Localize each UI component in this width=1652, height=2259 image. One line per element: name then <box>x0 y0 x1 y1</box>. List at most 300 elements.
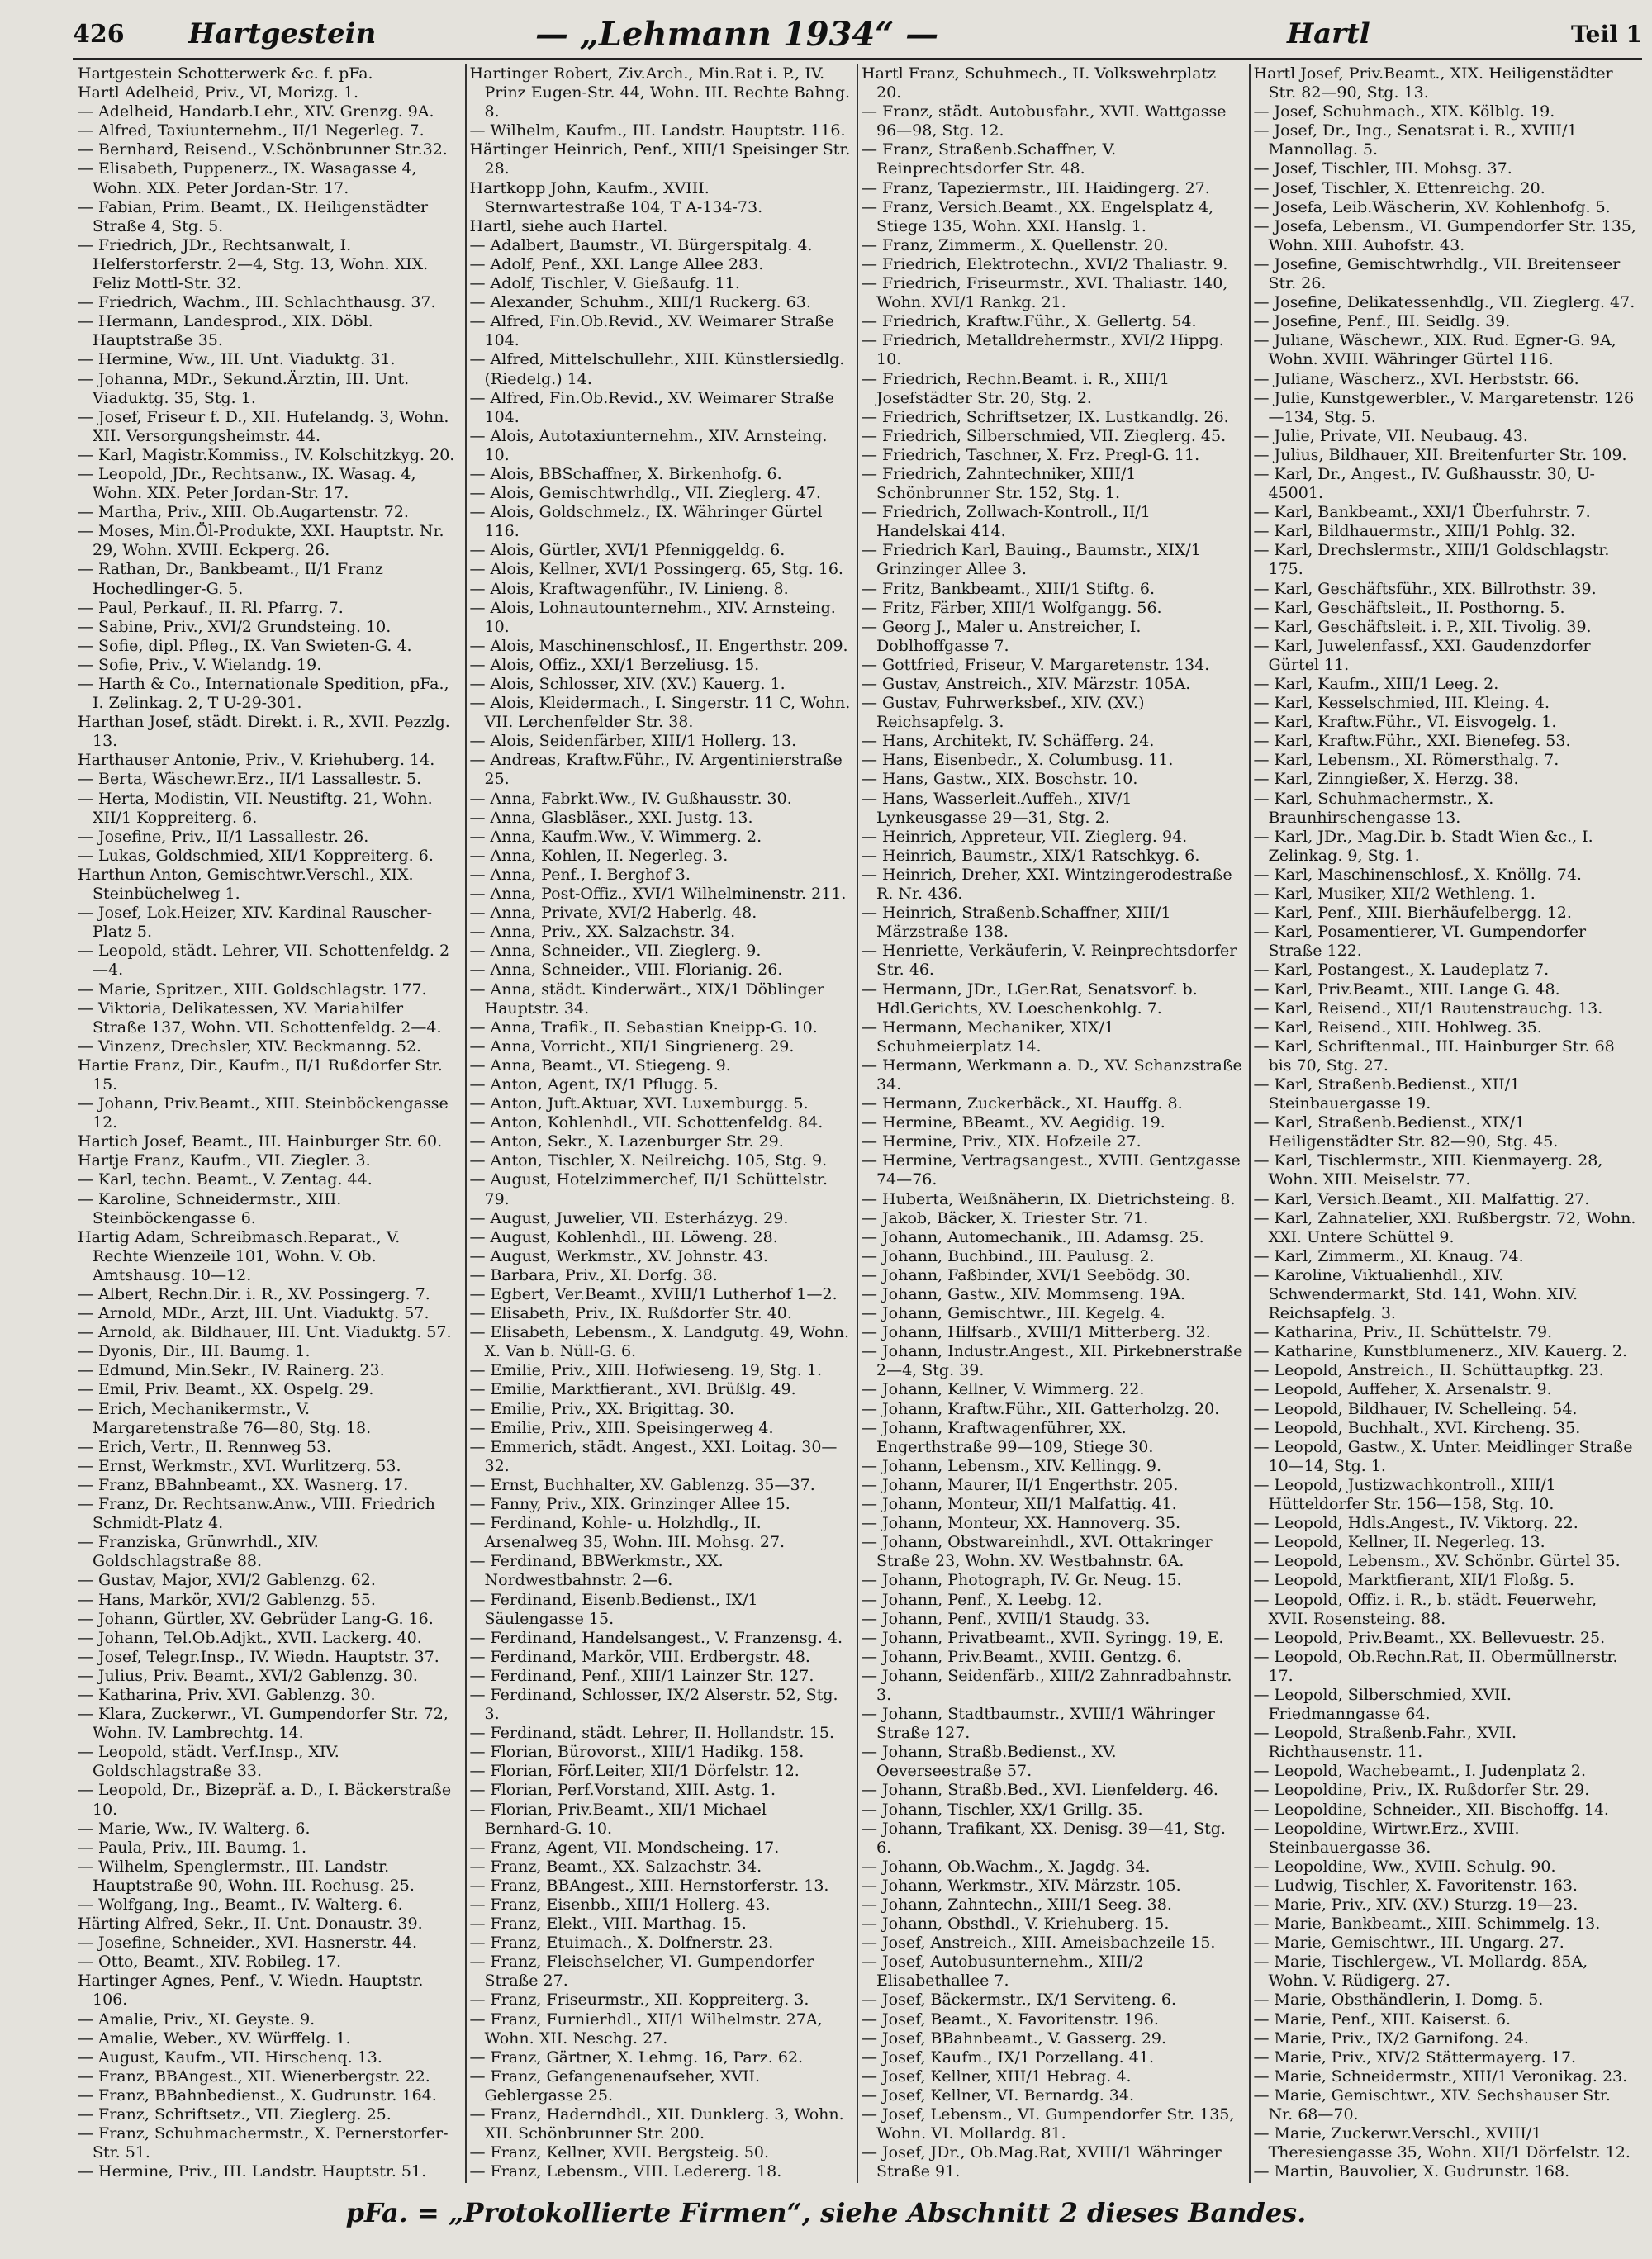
directory-entry: — Sabine, Priv., XVI/2 Grundsteing. 10. <box>78 617 392 636</box>
directory-entry: — Josefine, Delikatessenhdlg., VII. Zieglerg. 47. <box>1253 293 1635 312</box>
directory-entry: — Johann, Priv.Beamt., XVIII. Gentzg. 6. <box>862 1647 1182 1666</box>
directory-entry: — Friedrich, Elektrotechn., XVI/2 Thaliastr. 9. <box>862 254 1228 273</box>
directory-entry: Hartinger Agnes, Penf., V. Wiedn. Hauptstr. 106. <box>78 1972 424 2010</box>
directory-entry: — Moses, Min.Öl-Produkte, XXI. Hauptstr. Nr. 29, Wohn. XVIII. Eckperg. 26. <box>78 522 444 560</box>
directory-entry: — Josef, Lebensm., VI. Gumpendorfer Str. 135, Wohn. VI. Mollardg. 81. <box>862 2105 1235 2143</box>
directory-entry: — Marie, Priv., XIV. (XV.) Sturzg. 19—23. <box>1253 1896 1578 1914</box>
directory-entry: — Anna, Beamt., VI. Stiegeng. 9. <box>469 1056 731 1075</box>
directory-entry: — Emilie, Priv., XIII. Hofwieseng. 19, Stg. 1. <box>469 1361 823 1380</box>
directory-entry: — Franz, Straßenb.Schaffner, V. Reinprechtsdorfer Str. 48. <box>862 140 1117 178</box>
directory-entry: — Julie, Kunstgewerbler., V. Margaretenstr. 126—134, Stg. 5. <box>1253 388 1635 426</box>
directory-entry: — Amalie, Priv., XI. Geyste. 9. <box>78 2010 316 2029</box>
directory-entry: — Johann, Zahntechn., XIII/1 Seeg. 38. <box>862 1896 1172 1914</box>
directory-entry: — Johann, Monteur, XII/1 Malfattig. 41. <box>862 1495 1177 1514</box>
directory-entry: Hartkopp John, Kaufm., XVIII. Sternwartestraße 104, T A-134-73. <box>469 178 763 216</box>
directory-entry: — Erich, Vertr., II. Rennweg 53. <box>78 1437 332 1456</box>
directory-entry: Hartgestein Schotterwerk &c. f. pFa. <box>78 64 373 83</box>
directory-entry: — Johann, Stadtbaumstr., XVIII/1 Währinger Straße 127. <box>862 1705 1215 1743</box>
directory-entry: — Alfred, Fin.Ob.Revid., XV. Weimarer Straße 104. <box>469 388 834 426</box>
directory-entry: — Friedrich, Wachm., III. Schlachthausg. 37. <box>78 293 436 312</box>
directory-entry: — Dyonis, Dir., III. Baumg. 1. <box>78 1342 311 1361</box>
directory-entry: — Adelheid, Handarb.Lehr., XIV. Grenzg. 9A. <box>78 102 434 121</box>
directory-entry: — Emilie, Priv., XX. Brigittag. 30. <box>469 1399 735 1418</box>
directory-entry: — Ferdinand, städt. Lehrer, II. Hollandstr. 15. <box>469 1724 835 1743</box>
directory-entry <box>862 2181 1244 2183</box>
directory-entry: — Franz, städt. Autobusfahr., XVII. Wattgasse 96—98, Stg. 12. <box>862 102 1227 140</box>
directory-entry: — Bernhard, Reisend., V.Schönbrunner Str.32. <box>78 140 448 159</box>
directory-entry: — Heinrich, Baumstr., XIX/1 Ratschkyg. 6. <box>862 846 1200 865</box>
directory-entry: — Franz, Furnierhdl., XII/1 Wilhelmstr. 27A, Wohn. XII. Neschg. 27. <box>469 2010 823 2048</box>
directory-entry: — Karl, Schriftenmal., III. Hainburger Str. 68 bis 70, Stg. 27. <box>1253 1037 1615 1075</box>
directory-entry: — Harth & Co., Internationale Spedition, pFa., I. Zelinkag. 2, T U-29-301. <box>78 675 449 713</box>
directory-entry: — Herta, Modistin, VII. Neustiftg. 21, Wohn. XII/1 Koppreiterg. 6. <box>78 789 433 827</box>
directory-entry: — Karl, Zahnatelier, XXI. Rußbergstr. 72, Wohn. XXI. Untere Schüttel 9. <box>1253 1208 1636 1246</box>
directory-entry: — Anna, Schneider., VIII. Florianig. 26. <box>469 961 783 980</box>
directory-entry: — Josef, Kaufm., IX/1 Porzellang. 41. <box>862 2048 1154 2067</box>
right-keyword: Hartl <box>1287 17 1370 50</box>
directory-entry: — Juliane, Wäschewr., XIX. Rud. Egner-G. 9A, Wohn. XVIII. Währinger Gürtel 116. <box>1253 331 1616 369</box>
directory-entry: — Viktoria, Delikatessen, XV. Mariahilfer Straße 137, Wohn. VII. Schottenfeldg. 2—4. <box>78 999 442 1037</box>
directory-entry: — August, Hotelzimmerchef, II/1 Schüttelstr. 79. <box>469 1170 828 1208</box>
directory-entry: — Alois, Offiz., XXI/1 Berzeliusg. 15. <box>469 655 760 674</box>
directory-entry: — Anna, städt. Kinderwärt., XIX/1 Döblinger Hauptstr. 34. <box>469 980 824 1018</box>
directory-entry: — Johann, Ob.Wachm., X. Jagdg. 34. <box>862 1857 1151 1876</box>
directory-entry: — Karl, Versich.Beamt., XII. Malfattig. 27. <box>1253 1189 1590 1208</box>
directory-entry: — Leopold, Anstreich., II. Schüttaupfkg. 23. <box>1253 1361 1604 1380</box>
directory-entry <box>78 2181 460 2183</box>
directory-entry: — Johann, Werkmstr., XIV. Märzstr. 105. <box>862 1876 1181 1895</box>
directory-entry: — Alfred, Mittelschullehr., XIII. Künstlersiedlg. (Riedelg.) 14. <box>469 350 845 388</box>
directory-entry: — Florian, Priv.Beamt., XII/1 Michael Bernhard-G. 10. <box>469 1800 767 1838</box>
directory-entry: — Anna, Kohlen, II. Negerleg. 3. <box>469 846 729 865</box>
directory-entry: — Friedrich, Zollwach-Kontroll., II/1 Handelskai 414. <box>862 503 1151 541</box>
directory-entry: — Leopold, Gastw., X. Unter. Meidlinger Straße 10—14, Stg. 1. <box>1253 1437 1633 1475</box>
directory-entry: — Anna, Schneider., VII. Zieglerg. 9. <box>469 942 762 961</box>
directory-entry: — Leopoldine, Schneider., XII. Bischoffg. 14. <box>1253 1800 1609 1819</box>
directory-entry: — Leopold, Offiz. i. R., b. städt. Feuerwehr, XVII. Rosensteing. 88. <box>1253 1590 1597 1628</box>
directory-entry: — Leopold, Marktfierant, XII/1 Floßg. 5. <box>1253 1571 1574 1590</box>
directory-entry: — Alexander, Schuhm., XIII/1 Ruckerg. 63. <box>469 293 811 312</box>
directory-entry: — Franz, Gefangenenaufseher, XVII. Geblergasse 25. <box>469 2067 761 2105</box>
directory-entry: — Hans, Wasserleit.Auffeh., XIV/1 Lynkeusgasse 29—31, Stg. 2. <box>862 789 1132 827</box>
directory-entry: — Johann, Kellner, V. Wimmerg. 22. <box>862 1380 1145 1399</box>
column-4 <box>1251 64 1643 2183</box>
directory-entry: — Karoline, Schneidermstr., XIII. Steinböckengasse 6. <box>78 1189 342 1227</box>
directory-entry: — Heinrich, Straßenb.Schaffner, XIII/1 Märzstraße 138. <box>862 904 1171 942</box>
directory-entry: — Leopoldine, Ww., XVIII. Schulg. 90. <box>1253 1857 1556 1876</box>
directory-entry: — Ferdinand, Handelsangest., V. Franzensg. 4. <box>469 1628 843 1647</box>
directory-entry: — Franz, Beamt., XX. Salzachstr. 34. <box>469 1857 762 1876</box>
directory-entry: — Johanna, MDr., Sekund.Ärztin, III. Unt. Viaduktg. 35, Stg. 1. <box>78 369 410 407</box>
directory-entry: Härting Alfred, Sekr., II. Unt. Donaustr. 39. <box>78 1915 423 1934</box>
directory-entry: — Adolf, Penf., XXI. Lange Allee 283. <box>469 254 764 273</box>
directory-entry: — Johann, Photograph, IV. Gr. Neug. 15. <box>862 1571 1182 1590</box>
directory-entry: — Johann, Straßb.Bed., XVI. Lienfelderg. 46. <box>862 1781 1218 1800</box>
footer-note: pFa. = „Protokollierte Firmen“, siehe Abschnitt 2 dieses Bandes. <box>345 2197 1307 2228</box>
directory-entry: — Anna, Penf., I. Berghof 3. <box>469 865 691 884</box>
directory-entry: — Ferdinand, BBWerkmstr., XX. Nordwestbahnstr. 2—6. <box>469 1552 724 1590</box>
directory-entry: — August, Juwelier, VII. Esterházyg. 29. <box>469 1208 789 1227</box>
directory-entry: — Karl, Kraftw.Führ., XXI. Bienefeg. 53. <box>1253 732 1571 751</box>
directory-entry: — Leopold, Ob.Rechn.Rat, II. Obermüllnerstr. 17. <box>1253 1647 1618 1685</box>
directory-entry: — Ludwig, Tischler, X. Favoritenstr. 163. <box>1253 1876 1578 1895</box>
directory-entry: — Alfred, Fin.Ob.Revid., XV. Weimarer Straße 104. <box>469 312 834 350</box>
directory-entry: — Alois, Gürtler, XVI/1 Pfenniggeldg. 6. <box>469 541 786 560</box>
directory-entry: — Josef, Kellner, VI. Bernardg. 34. <box>862 2086 1135 2105</box>
directory-entry: — Emilie, Marktfierant., XVI. Brüßlg. 49. <box>469 1380 796 1399</box>
directory-entry: — Karl, Dr., Angest., IV. Gußhausstr. 30, U-45001. <box>1253 464 1595 503</box>
directory-entry: — Johann, Penf., X. Leebg. 12. <box>862 1590 1103 1609</box>
directory-entry: — Hans, Architekt, IV. Schäfferg. 24. <box>862 732 1155 751</box>
directory-entry: Harthauser Antonie, Priv., V. Kriehuberg. 14. <box>78 751 435 770</box>
directory-entry: — Friedrich, JDr., Rechtsanwalt, I. Helferstorferstr. 2—4, Stg. 13, Wohn. XIX. Feliz Mottl-Str. 32. <box>78 235 429 293</box>
directory-entry: — Johann, Obstwareinhdl., XVI. Ottakringer Straße 23, Wohn. XV. Westbahnstr. 6A. <box>862 1533 1213 1571</box>
directory-entry: — Franz, Agent, VII. Mondscheing. 17. <box>469 1838 780 1857</box>
directory-entry: — Gottfried, Friseur, V. Margaretenstr. 134. <box>862 655 1210 674</box>
directory-entry: — Josef, Schuhmach., XIX. Kölblg. 19. <box>1253 102 1555 121</box>
directory-entry: — Alfred, Taxiunternehm., II/1 Negerleg. 7. <box>78 121 425 140</box>
directory-entry: — Hermine, Vertragsangest., XVIII. Gentzgasse 74—76. <box>862 1151 1241 1189</box>
directory-entry: — Hermann, Mechaniker, XIX/1 Schuhmeierplatz 14. <box>862 1018 1114 1056</box>
directory-entry: — Katharine, Kunstblumenerz., XIV. Kauerg. 2. <box>1253 1342 1628 1361</box>
directory-entry: — Marie, Gemischtwr., XIV. Sechshauser Str. Nr. 68—70. <box>1253 2086 1611 2124</box>
directory-entry: — Karl, Postangest., X. Laudeplatz 7. <box>1253 961 1550 980</box>
directory-entry: — Anna, Glasbläser., XXI. Justg. 13. <box>469 808 753 827</box>
directory-entry: — Gustav, Anstreich., XIV. Märzstr. 105A. <box>862 675 1191 693</box>
directory-entry: Hartje Franz, Kaufm., VII. Ziegler. 3. <box>78 1151 371 1170</box>
directory-entry: — Elisabeth, Lebensm., X. Landgutg. 49, Wohn. X. Van b. Nüll-G. 6. <box>469 1323 850 1361</box>
directory-entry: — Franz, Fleischselcher, VI. Gumpendorfer Straße 27. <box>469 1953 814 1991</box>
directory-entry: — Johann, Maurer, II/1 Engerthstr. 205. <box>862 1475 1179 1494</box>
directory-entry: — Friedrich, Metalldrehermstr., XVI/2 Hippg. 10. <box>862 331 1224 369</box>
directory-entry: — Wolfgang, Ing., Beamt., IV. Walterg. 6. <box>78 1896 403 1914</box>
directory-entry: — Leopold, Auffeher, X. Arsenalstr. 9. <box>1253 1380 1552 1399</box>
directory-entry: Hartie Franz, Dir., Kaufm., II/1 Rußdorfer Str. 15. <box>78 1056 443 1094</box>
directory-entry: — Karl, Straßenb.Bedienst., XIX/1 Heiligenstädter Str. 82—90, Stg. 45. <box>1253 1113 1559 1151</box>
directory-entry: — Franz, Gärtner, X. Lehmg. 16, Parz. 62. <box>469 2048 804 2067</box>
directory-entry: — Friedrich, Rechn.Beamt. i. R., XIII/1 Josefstädter Str. 20, Stg. 2. <box>862 369 1170 407</box>
directory-entry: — Johann, Penf., XVIII/1 Staudg. 33. <box>862 1609 1151 1628</box>
directory-entry: — Karl, Reisend., XII/1 Rautenstrauchg. 13. <box>1253 999 1603 1018</box>
directory-entry: — Huberta, Weißnäherin, IX. Dietrichsteing. 8. <box>862 1189 1236 1208</box>
directory-entry: — Karl, Geschäftsleit. i. P., XII. Tivolig. 39. <box>1253 617 1592 636</box>
directory-entry: — Franz, Elekt., VIII. Marthag. 15. <box>469 1915 747 1934</box>
directory-entry: — Elisabeth, Puppenerz., IX. Wasagasse 4, Wohn. XIX. Peter Jordan-Str. 17. <box>78 159 417 197</box>
directory-entry: — Friedrich, Kraftw.Führ., X. Gellertg. 54. <box>862 312 1197 331</box>
directory-entry: — Alois, Kraftwagenführ., IV. Linieng. 8. <box>469 579 789 598</box>
directory-entry: — Ferdinand, Eisenb.Bedienst., IX/1 Säulengasse 15. <box>469 1590 758 1628</box>
directory-entry: — Josef, Anstreich., XIII. Ameisbachzeile 15. <box>862 1934 1216 1953</box>
directory-entry: — Julius, Bildhauer, XII. Breitenfurter Str. 109. <box>1253 445 1627 464</box>
directory-entry: — Johann, Faßbinder, XVI/1 Seebödg. 30. <box>862 1265 1191 1284</box>
directory-entry: — Alois, Gemischtwrhdlg., VII. Zieglerg. 47. <box>469 484 821 503</box>
directory-entry: — Karl, Penf., XIII. Bierhäufelbergg. 12. <box>1253 904 1572 923</box>
directory-entry: — Alois, Maschinenschlosf., II. Engerthstr. 209. <box>469 636 848 655</box>
directory-entry: — Josefa, Leib.Wäscherin, XV. Kohlenhofg. 5. <box>1253 197 1611 216</box>
directory-entry: — Alois, Seidenfärber, XIII/1 Hollerg. 13. <box>469 732 797 751</box>
directory-entry: — Alois, Goldschmelz., IX. Währinger Gürtel 116. <box>469 503 823 541</box>
directory-entry: — Ferdinand, Kohle- u. Holzhdlg., II. Arsenalweg 35, Wohn. III. Mohsg. 27. <box>469 1514 786 1552</box>
directory-entry: — Karl, Juwelenfassf., XXI. Gaudenzdorfer Gürtel 11. <box>1253 636 1591 674</box>
directory-entry: Harthun Anton, Gemischtwr.Verschl., XIX. Steinbüchelweg 1. <box>78 865 414 904</box>
directory-entry: — Karoline, Viktualienhdl., XIV. Schwendermarkt, Std. 141, Wohn. XIV. Reichsapfelg. 3. <box>1253 1265 1578 1323</box>
directory-entry: — Leopold, städt. Verf.Insp., XIV. Goldschlagstraße 33. <box>78 1743 339 1781</box>
directory-entry: — Josef, Beamt., X. Favoritenstr. 196. <box>862 2010 1159 2029</box>
directory-entry: — Alois, Lohnautounternehm., XIV. Arnsteing. 10. <box>469 598 836 636</box>
directory-entry: — Amalie, Weber., XV. Würffelg. 1. <box>78 2029 351 2048</box>
directory-entry: Hartig Adam, Schreibmasch.Reparat., V. Rechte Wienzeile 101, Wohn. V. Ob. Amtshausg. 10—12. <box>78 1227 401 1284</box>
directory-entry: — Hans, Markör, XVI/2 Gablenzg. 55. <box>78 1590 376 1609</box>
directory-entry: — Fanny, Priv., XIX. Grinzinger Allee 15. <box>469 1495 790 1514</box>
directory-entry: — Franz, Schuhmachermstr., X. Pernerstorfer-Str. 51. <box>78 2124 449 2162</box>
directory-entry: — Hermann, Landesprod., XIX. Döbl. Hauptstraße 35. <box>78 312 373 350</box>
directory-entry: — Franziska, Grünwrhdl., XIV. Goldschlagstraße 88. <box>78 1533 319 1571</box>
directory-entry: — Wilhelm, Kaufm., III. Landstr. Hauptstr. 116. <box>469 121 846 140</box>
directory-entry: — Anton, Sekr., X. Lazenburger Str. 29. <box>469 1132 784 1151</box>
directory-entry: — Leopold, Kellner, II. Negerleg. 13. <box>1253 1533 1545 1552</box>
directory-entry: — Ernst, Buchhalter, XV. Gablenzg. 35—37. <box>469 1475 815 1494</box>
directory-entry: — Josef, Tischler, X. Ettenreichg. 20. <box>1253 178 1545 197</box>
directory-entry: — Leopold, Buchhalt., XVI. Kircheng. 35. <box>1253 1418 1581 1437</box>
directory-entry: — Karl, Kesselschmied, III. Kleing. 4. <box>1253 694 1550 713</box>
directory-entry: — Johann, Gastw., XIV. Mommseng. 19A. <box>862 1285 1186 1303</box>
directory-entry: — Friedrich, Zahntechniker, XIII/1 Schönbrunner Str. 152, Stg. 1. <box>862 464 1137 503</box>
directory-entry: — Leopold, Lebensm., XV. Schönbr. Gürtel 35. <box>1253 1552 1621 1571</box>
directory-entry: — Marie, Tischlergew., VI. Mollardg. 85A, Wohn. V. Rüdigerg. 27. <box>1253 1953 1588 1991</box>
directory-entry: — Adolf, Tischler, V. Gießaufg. 11. <box>469 274 740 293</box>
directory-entry: — Anton, Kohlenhdl., VII. Schottenfeldg. 84. <box>469 1113 824 1132</box>
directory-entry: — Johann, Gürtler, XV. Gebrüder Lang-G. 16. <box>78 1609 434 1628</box>
directory-entry: — Karl, Geschäftsführ., XIX. Billrothstr. 39. <box>1253 579 1597 598</box>
directory-entry: — Johann, Hilfsarb., XVIII/1 Mitterberg. 32. <box>862 1323 1211 1342</box>
directory-entry: — Fabian, Prim. Beamt., IX. Heiligenstädter Straße 4, Stg. 5. <box>78 197 429 235</box>
directory-entry: — Josef, Tischler, III. Mohsg. 37. <box>1253 159 1512 178</box>
directory-entry: — Johann, Tel.Ob.Adjkt., XVII. Lackerg. 40. <box>78 1628 422 1647</box>
directory-entry: — Franz, BBAngest., XII. Wienerbergstr. 22. <box>78 2067 430 2086</box>
directory-entry: — Johann, Industr.Angest., XII. Pirkebnerstraße 2—4, Stg. 39. <box>862 1342 1243 1380</box>
directory-entry: — Leopold, Straßenb.Fahr., XVII. Richthausenstr. 11. <box>1253 1724 1517 1762</box>
directory-entry: — Alois, Schlosser, XIV. (XV.) Kauerg. 1. <box>469 675 786 693</box>
directory-entry: — Andreas, Kraftw.Führ., IV. Argentinierstraße 25. <box>469 751 843 789</box>
directory-entry: — Johann, Tischler, XX/1 Grillg. 35. <box>862 1800 1143 1819</box>
directory-entry: Hartl, siehe auch Hartel. <box>469 216 668 235</box>
directory-entry: — Karl, Zimmerm., XI. Knaug. 74. <box>1253 1246 1524 1265</box>
directory-entry: — Friedrich, Taschner, X. Frz. Pregl-G. 11. <box>862 445 1200 464</box>
directory-entry: — Florian, Perf.Vorstand, XIII. Astg. 1. <box>469 1781 776 1800</box>
directory-entry: — Leopold, JDr., Rechtsanw., IX. Wasag. 4, Wohn. XIX. Peter Jordan-Str. 17. <box>78 464 416 503</box>
directory-entry: — Adalbert, Baumstr., VI. Bürgerspitalg. 4. <box>469 235 813 254</box>
directory-entry: — Karl, Tischlermstr., XIII. Kienmayerg. 28, Wohn. XIII. Meiselstr. 77. <box>1253 1151 1603 1189</box>
directory-entry: — Hermann, Zuckerbäck., XI. Hauffg. 8. <box>862 1094 1183 1113</box>
directory-entry: — Karl, Schuhmachermstr., X. Braunhirschengasse 13. <box>1253 789 1494 827</box>
directory-entry: — Jakob, Bäcker, X. Triester Str. 71. <box>862 1208 1149 1227</box>
directory-entry <box>470 2181 852 2183</box>
directory-entry: — Josef, Bäckermstr., IX/1 Serviteng. 6. <box>862 1991 1177 2010</box>
directory-entry: — Karl, Priv.Beamt., XIII. Lange G. 48. <box>1253 980 1560 999</box>
directory-entry: — Leopold, Dr., Bizepräf. a. D., I. Bäckerstraße 10. <box>78 1781 452 1819</box>
directory-entry: — Marie, Schneidermstr., XIII/1 Veronikag. 23. <box>1253 2067 1628 2086</box>
directory-entry: — Gustav, Major, XVI/2 Gablenzg. 62. <box>78 1571 376 1590</box>
directory-entry: — Marie, Obsthändlerin, I. Domg. 5. <box>1253 1991 1544 2010</box>
directory-entry: — Fritz, Färber, XIII/1 Wolfgangg. 56. <box>862 598 1162 617</box>
directory-entry: — Karl, Magistr.Kommiss., IV. Kolschitzkyg. 20. <box>78 445 455 464</box>
directory-entry: — Josefine, Penf., III. Seidlg. 39. <box>1253 312 1511 331</box>
directory-entry: Hartl Franz, Schuhmech., II. Volkswehrplatz 20. <box>862 64 1217 102</box>
directory-entry: — Friedrich, Silberschmied, VII. Zieglerg. 45. <box>862 426 1227 445</box>
directory-entry: — Emmerich, städt. Angest., XXI. Loitag. 30—32. <box>469 1437 838 1475</box>
directory-entry: — Katharina, Priv. XVI. Gablenzg. 30. <box>78 1685 376 1704</box>
directory-entry: — Julie, Private, VII. Neubaug. 43. <box>1253 426 1528 445</box>
directory-entry: — Karl, techn. Beamt., V. Zentag. 44. <box>78 1170 373 1189</box>
page-title: — „Lehmann 1934“ — <box>535 14 939 54</box>
directory-entry: — August, Werkmstr., XV. Johnstr. 43. <box>469 1246 768 1265</box>
directory-entry: — Anna, Trafik., II. Sebastian Kneipp-G. 10. <box>469 1018 818 1037</box>
directory-entry: — Anton, Tischler, X. Neilreichg. 105, Stg. 9. <box>469 1151 828 1170</box>
directory-entry: — Josef, Telegr.Insp., IV. Wiedn. Hauptstr. 37. <box>78 1647 439 1666</box>
directory-entry: — Egbert, Ver.Beamt., XVIII/1 Lutherhof 1—2. <box>469 1285 838 1303</box>
directory-entry: Harthan Josef, städt. Direkt. i. R., XVII. Pezzlg. 13. <box>78 713 450 751</box>
directory-entry: — Karl, Straßenb.Bedienst., XII/1 Steinbauergasse 19. <box>1253 1075 1521 1113</box>
directory-entry: — Johann, Obsthdl., V. Kriehuberg. 15. <box>862 1915 1170 1934</box>
directory-entry: — Josefine, Priv., II/1 Lassallestr. 26. <box>78 827 369 846</box>
directory-entry: — Rathan, Dr., Bankbeamt., II/1 Franz Hochedlinger-G. 5. <box>78 560 383 598</box>
directory-entry: — Elisabeth, Priv., IX. Rußdorfer Str. 40. <box>469 1304 792 1323</box>
directory-entry: — Vinzenz, Drechsler, XIV. Beckmanng. 52. <box>78 1037 422 1056</box>
directory-entry: — Marie, Priv., XIV/2 Stättermayerg. 17. <box>1253 2048 1577 2067</box>
directory-entry: — Josef, Lok.Heizer, XIV. Kardinal Rauscher-Platz 5. <box>78 904 433 942</box>
directory-entry: — Georg J., Maler u. Anstreicher, I. Doblhoffgasse 7. <box>862 617 1142 655</box>
directory-entry: — Hermann, JDr., LGer.Rat, Senatsvorf. b. Hdl.Gerichts, XV. Loeschenkohlg. 7. <box>862 980 1198 1018</box>
directory-entry: — Josef, Friseur f. D., XII. Hufelandg. 3, Wohn. XII. Versorgungsheimstr. 44. <box>78 407 449 445</box>
directory-entry: — Johann, Straßb.Bedienst., XV. Oeverseestraße 57. <box>862 1743 1117 1781</box>
directory-entry: — Johann, Kraftw.Führ., XII. Gatterholzg. 20. <box>862 1399 1220 1418</box>
directory-entry: — Franz, Zimmerm., X. Quellenstr. 20. <box>862 235 1169 254</box>
directory-entry: — Henriette, Verkäuferin, V. Reinprechtsdorfer Str. 46. <box>862 942 1237 980</box>
directory-entry: — Anton, Agent, IX/1 Pflugg. 5. <box>469 1075 719 1094</box>
column-2 <box>467 64 859 2183</box>
directory-entry: — Leopoldine, Wirtwr.Erz., XVIII. Steinbauergasse 36. <box>1253 1819 1520 1857</box>
directory-entry: — Hermann, Werkmann a. D., XV. Schanzstraße 34. <box>862 1056 1242 1094</box>
directory-entry: — Franz, BBahnbedienst., X. Gudrunstr. 164. <box>78 2086 437 2105</box>
directory-entry: — Josef, Dr., Ing., Senatsrat i. R., XVIII/1 Mannollag. 5. <box>1253 121 1578 159</box>
directory-entry: — Franz, Schriftsetz., VII. Zieglerg. 25. <box>78 2105 392 2124</box>
directory-entry: — Ferdinand, Penf., XIII/1 Lainzer Str. 127. <box>469 1666 814 1685</box>
directory-entry: — Anna, Post-Offiz., XVI/1 Wilhelminenstr. 211. <box>469 885 847 904</box>
directory-entry: — Leopold, Justizwachkontroll., XIII/1 Hütteldorfer Str. 156—158, Stg. 10. <box>1253 1475 1556 1514</box>
directory-entry: — Lukas, Goldschmied, XII/1 Koppreiterg. 6. <box>78 846 434 865</box>
directory-entry: — Hermine, Ww., III. Unt. Viaduktg. 31. <box>78 350 396 369</box>
directory-entry: — Karl, Musiker, XII/2 Wethleng. 1. <box>1253 885 1536 904</box>
directory-entry: — Paul, Perkauf., II. Rl. Pfarrg. 7. <box>78 598 344 617</box>
directory-entry: — Franz, Kellner, XVII. Bergsteig. 50. <box>469 2143 770 2162</box>
directory-entry: — Johann, Buchbind., III. Paulusg. 2. <box>862 1246 1155 1265</box>
page-header <box>73 13 1642 55</box>
directory-entry: — Josef, JDr., Ob.Mag.Rat, XVIII/1 Währinger Straße 91. <box>862 2143 1222 2181</box>
directory-entry: — Josef, BBahnbeamt., V. Gasserg. 29. <box>862 2029 1167 2048</box>
directory-entry: Hartinger Robert, Ziv.Arch., Min.Rat i. P., IV. Prinz Eugen-Str. 44, Wohn. III. Rechte Bahng. 8. <box>469 64 851 121</box>
directory-entry: — Fritz, Bankbeamt., XIII/1 Stiftg. 6. <box>862 579 1155 598</box>
directory-entry: — Franz, Etuimach., X. Dolfnerstr. 23. <box>469 1934 774 1953</box>
directory-entry: — Klara, Zuckerwr., VI. Gumpendorfer Str. 72, Wohn. IV. Lambrechtg. 14. <box>78 1705 449 1743</box>
directory-entry: — Hans, Gastw., XIX. Boschstr. 10. <box>862 770 1138 789</box>
directory-entry: — Heinrich, Appreteur, VII. Zieglerg. 94. <box>862 827 1188 846</box>
directory-entry: — Franz, Friseurmstr., XII. Koppreiterg. 3. <box>469 1991 809 2010</box>
directory-entry: — Hans, Eisenbedr., X. Columbusg. 11. <box>862 751 1174 770</box>
directory-entry: — Anna, Priv., XX. Salzachstr. 34. <box>469 923 736 942</box>
directory-entry: — Franz, Haderndhdl., XII. Dunklerg. 3, Wohn. XII. Schönbrunner Str. 200. <box>469 2105 844 2143</box>
directory-entry: — Katharina, Priv., II. Schüttelstr. 79. <box>1253 1323 1553 1342</box>
directory-entry: — Sofie, Priv., V. Wielandg. 19. <box>78 655 322 674</box>
directory-entry: — Johann, Monteur, XX. Hannoverg. 35. <box>862 1514 1180 1533</box>
directory-entry: — Johann, Automechanik., III. Adamsg. 25. <box>862 1227 1204 1246</box>
directory-entry: — Leopold, Bildhauer, IV. Schelleing. 54. <box>1253 1399 1578 1418</box>
directory-entry: — August, Kohlenhdl., III. Löweng. 28. <box>469 1227 778 1246</box>
directory-entry: — Franz, Lebensm., VIII. Ledererg. 18. <box>469 2162 782 2181</box>
directory-entry: — Martin, Bauvolier, X. Gudrunstr. 168. <box>1253 2162 1570 2181</box>
directory-entry: — Emilie, Priv., XIII. Speisingerweg 4. <box>469 1418 774 1437</box>
directory-entry: — Leopold, Wachebeamt., I. Judenplatz 2. <box>1253 1762 1587 1781</box>
directory-entry: — Franz, BBAngest., XIII. Hernstorferstr. 13. <box>469 1876 829 1895</box>
directory-entry: — Johann, Priv.Beamt., XIII. Steinböckengasse 12. <box>78 1094 449 1132</box>
page-number: 426 <box>73 19 125 49</box>
directory-entry: — Marie, Priv., IX/2 Garnifong. 24. <box>1253 2029 1529 2048</box>
directory-entry: — Karl, Posamentierer, VI. Gumpendorfer Straße 122. <box>1253 923 1587 961</box>
directory-entry: — Friedrich, Friseurmstr., XVI. Thaliastr. 140, Wohn. XVI/1 Rankg. 21. <box>862 274 1228 312</box>
left-keyword: Hartgestein <box>188 17 377 50</box>
directory-entry: Hartich Josef, Beamt., III. Hainburger Str. 60. <box>78 1132 443 1151</box>
directory-entry: — Marie, Penf., XIII. Kaiserst. 6. <box>1253 2010 1512 2029</box>
directory-entry: — Arnold, ak. Bildhauer, III. Unt. Viaduktg. 57. <box>78 1323 452 1342</box>
directory-entry: — Franz, Eisenbb., XIII/1 Hollerg. 43. <box>469 1896 771 1914</box>
directory-entry: — Karl, Geschäftsleit., II. Posthorng. 5. <box>1253 598 1565 617</box>
directory-entry: — Leopoldine, Priv., IX. Rußdorfer Str. 29. <box>1253 1781 1590 1800</box>
directory-entry: — Anton, Juft.Aktuar, XVI. Luxemburgg. 5. <box>469 1094 809 1113</box>
directory-entry: — Anna, Vorricht., XII/1 Singrienerg. 29. <box>469 1037 795 1056</box>
directory-entry: — Leopold, Priv.Beamt., XX. Bellevuestr. 25. <box>1253 1628 1606 1647</box>
directory-entry: — Karl, Reisend., XIII. Hohlweg. 35. <box>1253 1018 1542 1037</box>
directory-entry: — Leopold, städt. Lehrer, VII. Schottenfeldg. 2—4. <box>78 942 450 980</box>
directory-entry: — Josefine, Gemischtwrhdlg., VII. Breitenseer Str. 26. <box>1253 254 1621 293</box>
directory-entry: — Franz, Dr. Rechtsanw.Anw., VIII. Friedrich Schmidt-Platz 4. <box>78 1495 435 1533</box>
directory-entry: — Karl, Kraftw.Führ., VI. Eisvogelg. 1. <box>1253 713 1557 732</box>
directory-entry: — Albert, Rechn.Dir. i. R., XV. Possingerg. 7. <box>78 1285 430 1303</box>
directory-entry: — Anna, Fabrkt.Ww., IV. Gußhausstr. 30. <box>469 789 792 808</box>
directory-entry: — Julius, Priv. Beamt., XVI/2 Gablenzg. 30. <box>78 1666 418 1685</box>
directory-entry: — Johann, Kraftwagenführer, XX. Engerthstraße 99—109, Stiege 30. <box>862 1418 1154 1456</box>
directory-entry: — Sofie, dipl. Pfleg., IX. Van Swieten-G. 4. <box>78 636 412 655</box>
directory-entry: Härtinger Heinrich, Penf., XIII/1 Speisinger Str. 28. <box>469 140 851 178</box>
directory-entry: — Berta, Wäschewr.Erz., II/1 Lassallestr. 5. <box>78 770 422 789</box>
directory-entry: — Josef, Kellner, XIII/1 Hebrag. 4. <box>862 2067 1132 2086</box>
directory-entry: — Leopold, Silberschmied, XVII. Friedmanngasse 64. <box>1253 1685 1512 1724</box>
column-3 <box>858 64 1251 2183</box>
directory-entry <box>1254 2181 1638 2183</box>
directory-entry: — Hermine, Priv., III. Landstr. Hauptstr. 51. <box>78 2162 427 2181</box>
directory-entry: — Hermine, Priv., XIX. Hofzeile 27. <box>862 1132 1142 1151</box>
directory-entry: — August, Kaufm., VII. Hirschenq. 13. <box>78 2048 382 2067</box>
columns-container <box>74 64 1642 2183</box>
directory-entry: — Leopold, Hdls.Angest., IV. Viktorg. 22. <box>1253 1514 1578 1533</box>
directory-entry: Hartl Adelheid, Priv., VI, Morizg. 1. <box>78 83 359 102</box>
directory-entry: — Heinrich, Dreher, XXI. Wintzingerodestraße R. Nr. 436. <box>862 865 1232 904</box>
directory-entry: — Alois, BBSchaffner, X. Birkenhofg. 6. <box>469 464 782 483</box>
directory-entry: — Friedrich Karl, Bauing., Baumstr., XIX/1 Grinzinger Allee 3. <box>862 541 1201 579</box>
directory-entry: — Johann, Trafikant, XX. Denisg. 39—41, Stg. 6. <box>862 1819 1226 1857</box>
directory-entry: — Alois, Autotaxiunternehm., XIV. Arnsteing. 10. <box>469 426 828 464</box>
directory-entry: — Anna, Private, XVI/2 Haberlg. 48. <box>469 904 757 923</box>
header-rule <box>73 58 1642 60</box>
directory-entry: — Marie, Zuckerwr.Verschl., XVIII/1 Theresiengasse 35, Wohn. XII/1 Dörfelstr. 12. <box>1253 2124 1631 2162</box>
